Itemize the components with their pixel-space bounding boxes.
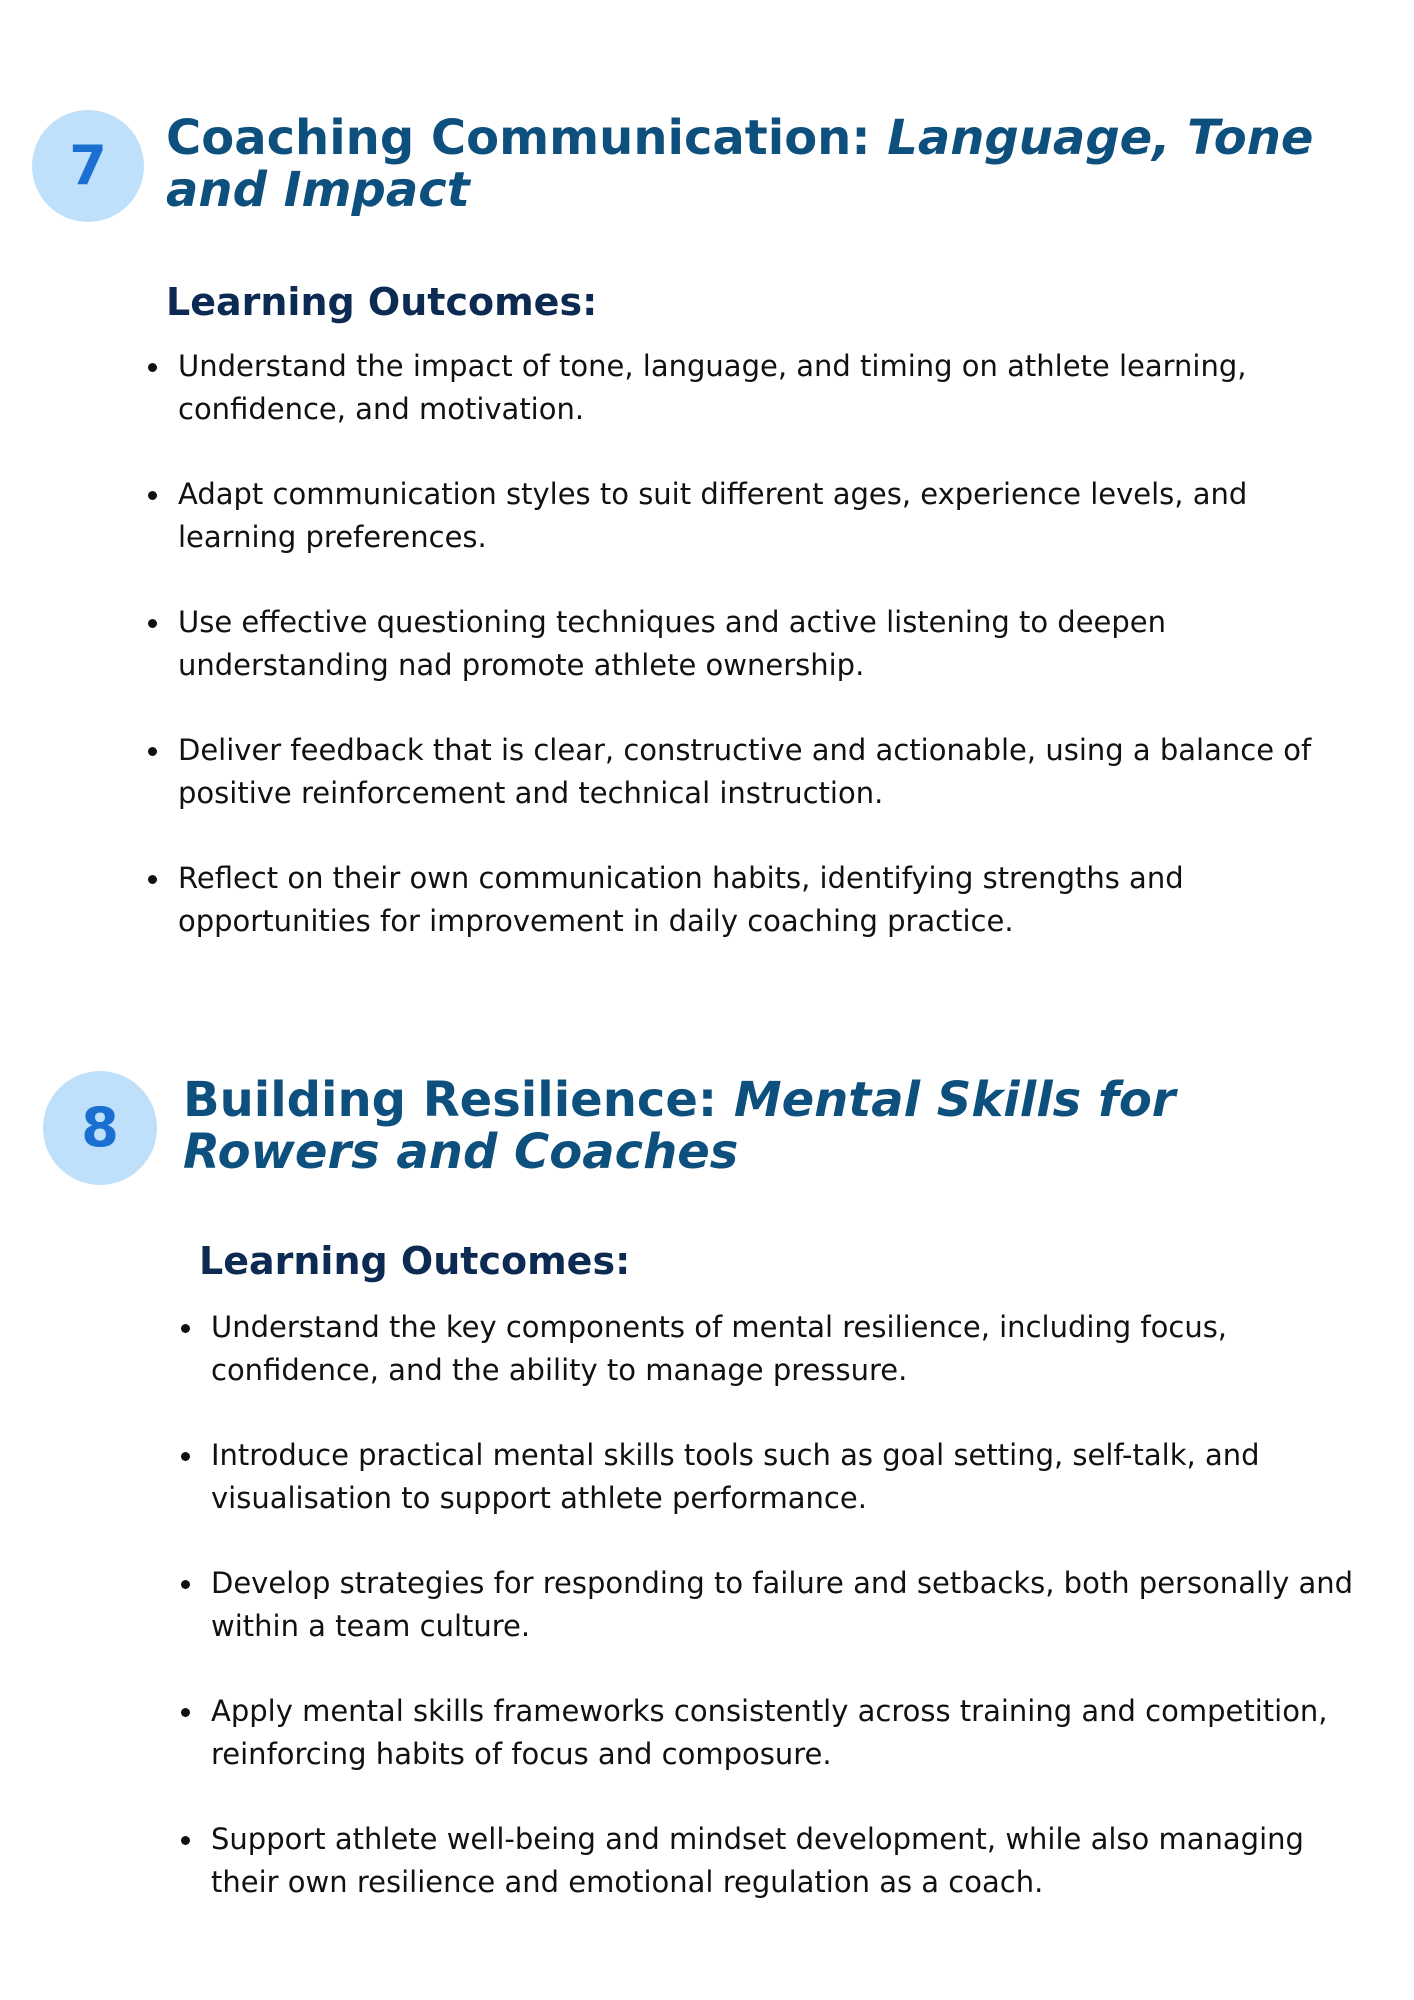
learning-outcome-text: Develop strategies for responding to failure and setbacks, both personally and within a team culture.: [211, 1566, 1354, 1643]
learning-outcome-item: [211, 1818, 1361, 1904]
learning-outcomes-heading: Learning Outcomes:: [166, 280, 598, 324]
module-title-subtitle: Language, Tone and Impact: [166, 110, 1314, 218]
bullet-icon: [181, 1452, 190, 1461]
bullet-icon: [148, 363, 157, 372]
bullet-icon: [181, 1708, 190, 1717]
learning-outcomes-heading: Learning Outcomes:: [199, 1239, 631, 1283]
learning-outcome-item: [211, 1562, 1361, 1648]
module-title-main: Coaching Communication:: [166, 110, 888, 166]
module-title: [166, 112, 1346, 216]
learning-outcome-text: Adapt communication styles to suit different ages, experience levels, and learning preferences.: [178, 477, 1248, 554]
module-title: [183, 1074, 1363, 1178]
module-title-subtitle: Mental Skills for Rowers and Coaches: [183, 1072, 1176, 1180]
bullet-icon: [148, 747, 157, 756]
learning-outcome-item: [178, 601, 1328, 687]
learning-outcome-item: [211, 1306, 1361, 1392]
module-title-main: Building Resilience:: [183, 1072, 734, 1128]
learning-outcomes-list: [178, 345, 1328, 943]
learning-outcome-item: [178, 345, 1328, 431]
learning-outcome-text: Reflect on their own communication habits, identifying strengths and opportunities for improvement in daily coaching practice.: [178, 861, 1184, 938]
learning-outcome-text: Use effective questioning techniques and active listening to deepen understanding nad promote athlete ownership.: [178, 605, 1167, 682]
learning-outcome-text: Apply mental skills frameworks consistently across training and competition, reinforcing habits of focus and composure.: [211, 1694, 1328, 1771]
learning-outcome-item: [178, 729, 1328, 815]
module-number-badge: 8: [43, 1071, 157, 1185]
learning-outcome-text: Introduce practical mental skills tools such as goal setting, self-talk, and visualisation to support athlete performance.: [211, 1438, 1260, 1515]
learning-outcome-item: [178, 473, 1328, 559]
bullet-icon: [148, 875, 157, 884]
bullet-icon: [181, 1580, 190, 1589]
bullet-icon: [148, 491, 157, 500]
learning-outcome-text: Deliver feedback that is clear, constructive and actionable, using a balance of positive reinforcement and technical instruction.: [178, 733, 1312, 810]
learning-outcome-text: Understand the impact of tone, language, and timing on athlete learning, confidence, and motivation.: [178, 349, 1247, 426]
learning-outcome-text: Understand the key components of mental resilience, including focus, confidence, and the ability to manage pressure.: [211, 1310, 1228, 1387]
learning-outcome-item: [178, 857, 1328, 943]
learning-outcome-text: Support athlete well-being and mindset development, while also managing their own resilience and emotional regulation as a coach.: [211, 1822, 1304, 1899]
module-number-badge: 7: [32, 110, 144, 222]
learning-outcome-item: [211, 1434, 1361, 1520]
learning-outcome-item: [211, 1690, 1361, 1776]
bullet-icon: [181, 1836, 190, 1845]
bullet-icon: [148, 619, 157, 628]
bullet-icon: [181, 1324, 190, 1333]
learning-outcomes-list: [211, 1306, 1361, 1904]
